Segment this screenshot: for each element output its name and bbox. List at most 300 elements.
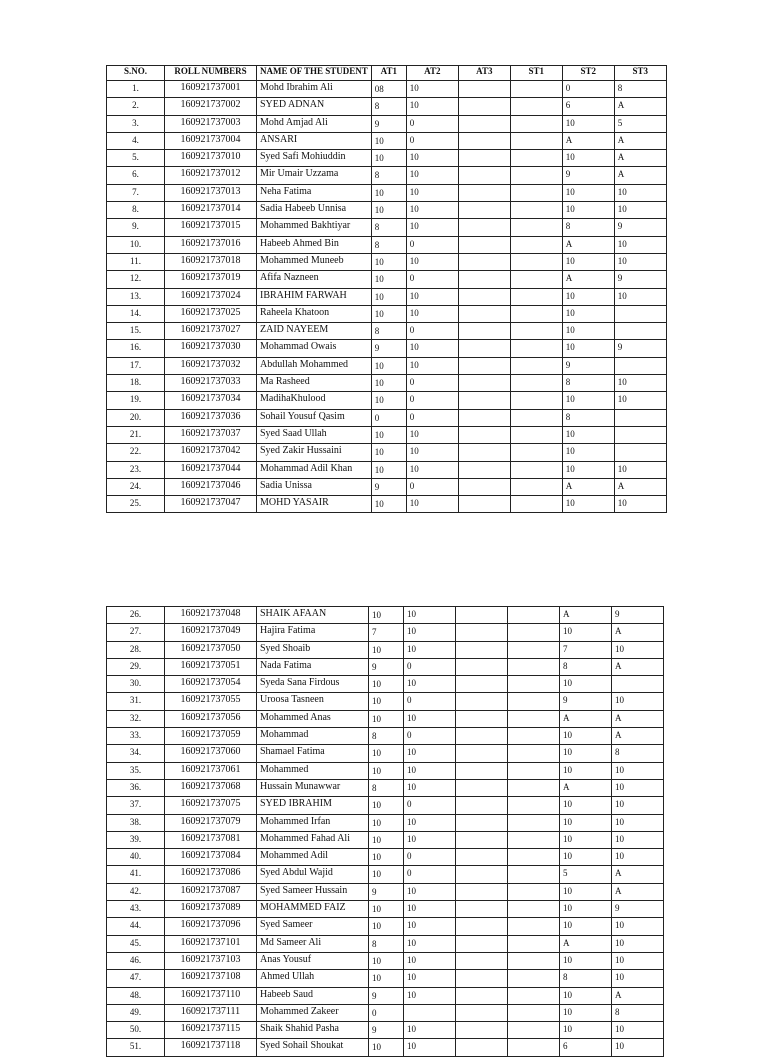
cell-at2: 10 [404,883,456,900]
table-row [107,132,667,149]
cell-sno: 32. [107,710,165,727]
table-row [107,797,664,814]
cell-at3 [458,375,510,392]
cell-at1: 10 [371,444,406,461]
cell-sno: 19. [107,392,165,409]
cell-sno: 33. [107,728,165,745]
cell-at2: 10 [404,1022,456,1039]
cell-student-name: Mohammed Adil [257,849,369,866]
table-row [107,478,667,495]
cell-st1 [508,1004,560,1021]
cell-at3 [456,1004,508,1021]
cell-st1 [510,478,562,495]
cell-at3 [458,409,510,426]
cell-roll-number: 160921737047 [165,496,257,513]
cell-st1 [508,779,560,796]
cell-st3: 5 [614,115,666,132]
cell-st1 [508,883,560,900]
cell-at2: 10 [404,935,456,952]
cell-student-name: Mohammed Fahad Ali [257,831,369,848]
cell-at2: 10 [406,305,458,322]
cell-st1 [508,952,560,969]
cell-st2: A [562,478,614,495]
cell-at3 [456,987,508,1004]
cell-st2: 10 [562,115,614,132]
cell-sno: 20. [107,409,165,426]
cell-at3 [458,253,510,270]
table-row [107,1039,664,1056]
cell-sno: 44. [107,918,165,935]
cell-student-name: Mohd Amjad Ali [257,115,372,132]
cell-at2: 0 [406,478,458,495]
cell-roll-number: 160921737055 [165,693,257,710]
table-row [107,607,664,624]
cell-st3: 10 [612,693,664,710]
cell-st1 [508,607,560,624]
cell-at1: 8 [371,98,406,115]
cell-at1: 0 [371,409,406,426]
cell-roll-number: 160921737079 [165,814,257,831]
cell-at2: 0 [406,409,458,426]
cell-roll-number: 160921737033 [165,375,257,392]
cell-st3 [614,444,666,461]
cell-roll-number: 160921737046 [165,478,257,495]
table-row [107,409,667,426]
cell-student-name: Habeeb Ahmed Bin [257,236,372,253]
cell-roll-number: 160921737049 [165,624,257,641]
cell-st1 [508,676,560,693]
cell-at1: 8 [371,167,406,184]
cell-student-name: Mir Umair Uzzama [257,167,372,184]
table-row [107,375,667,392]
cell-at1: 9 [369,883,404,900]
cell-at3 [458,496,510,513]
cell-st1 [510,115,562,132]
cell-st2: 10 [560,849,612,866]
cell-roll-number: 160921737037 [165,426,257,443]
cell-student-name: Mohammed Muneeb [257,253,372,270]
cell-sno: 14. [107,305,165,322]
cell-at1: 10 [371,496,406,513]
table-row [107,150,667,167]
cell-st1 [508,866,560,883]
cell-roll-number: 160921737016 [165,236,257,253]
cell-st2: 10 [560,676,612,693]
cell-st2: 8 [562,375,614,392]
cell-st2: 8 [562,219,614,236]
cell-roll-number: 160921737042 [165,444,257,461]
cell-st1 [510,132,562,149]
cell-roll-number: 160921737075 [165,797,257,814]
cell-at1: 9 [369,1022,404,1039]
cell-at1: 8 [371,219,406,236]
cell-st1 [510,288,562,305]
cell-student-name: Mohammed Bakhtiyar [257,219,372,236]
table-row [107,762,664,779]
cell-st3 [614,323,666,340]
cell-at3 [458,461,510,478]
cell-roll-number: 160921737108 [165,970,257,987]
cell-st3: 10 [614,461,666,478]
cell-at3 [456,831,508,848]
cell-roll-number: 160921737103 [165,952,257,969]
cell-roll-number: 160921737050 [165,641,257,658]
cell-roll-number: 160921737036 [165,409,257,426]
cell-student-name: Sohail Yousuf Qasim [257,409,372,426]
table-row [107,952,664,969]
cell-sno: 50. [107,1022,165,1039]
cell-st2: 10 [560,952,612,969]
cell-roll-number: 160921737018 [165,253,257,270]
cell-sno: 37. [107,797,165,814]
cell-at3 [456,779,508,796]
cell-st1 [510,375,562,392]
cell-at1: 10 [369,1039,404,1056]
header-st1: ST1 [510,66,562,81]
cell-roll-number: 160921737044 [165,461,257,478]
cell-at2: 10 [404,676,456,693]
cell-student-name: Abdullah Mohammed [257,357,372,374]
cell-at3 [458,271,510,288]
cell-at3 [456,762,508,779]
cell-st3 [614,409,666,426]
cell-at2: 0 [404,866,456,883]
table-row [107,624,664,641]
cell-at3 [458,184,510,201]
cell-student-name: MadihaKhulood [257,392,372,409]
cell-st3: A [614,167,666,184]
cell-student-name: Mohammed Irfan [257,814,369,831]
cell-st1 [510,444,562,461]
cell-sno: 10. [107,236,165,253]
table-row [107,236,667,253]
table-row [107,202,667,219]
cell-at2: 10 [404,970,456,987]
cell-sno: 29. [107,658,165,675]
cell-student-name: Md Sameer Ali [257,935,369,952]
cell-st3 [614,305,666,322]
cell-at3 [458,236,510,253]
cell-sno: 2. [107,98,165,115]
cell-at3 [458,288,510,305]
cell-at3 [456,918,508,935]
cell-st3 [612,676,664,693]
cell-st3: 9 [612,607,664,624]
cell-at2: 10 [406,340,458,357]
cell-st2: 10 [562,305,614,322]
cell-st2: 10 [560,745,612,762]
cell-sno: 47. [107,970,165,987]
cell-st2: 10 [560,883,612,900]
table-row [107,167,667,184]
table-row [107,340,667,357]
cell-at1: 10 [371,392,406,409]
cell-at2: 10 [406,426,458,443]
cell-sno: 28. [107,641,165,658]
cell-roll-number: 160921737030 [165,340,257,357]
cell-st2: 10 [562,461,614,478]
cell-roll-number: 160921737004 [165,132,257,149]
table-row [107,641,664,658]
cell-at3 [458,478,510,495]
cell-sno: 45. [107,935,165,952]
cell-at2: 10 [406,461,458,478]
table-row [107,357,667,374]
cell-student-name: Syed Zakir Hussaini [257,444,372,461]
cell-st3: 10 [612,849,664,866]
table-row [107,496,667,513]
cell-st3: A [612,883,664,900]
cell-st1 [508,1022,560,1039]
cell-roll-number: 160921737061 [165,762,257,779]
cell-st3: A [614,478,666,495]
cell-st2: 10 [560,918,612,935]
cell-at1: 8 [371,323,406,340]
header-student-name: NAME OF THE STUDENT [257,66,372,81]
cell-st1 [510,253,562,270]
cell-st1 [508,970,560,987]
cell-roll-number: 160921737081 [165,831,257,848]
cell-st2: 10 [560,728,612,745]
cell-st1 [510,150,562,167]
cell-st2: 9 [560,693,612,710]
table-row [107,745,664,762]
cell-student-name: Ma Rasheed [257,375,372,392]
cell-sno: 35. [107,762,165,779]
cell-at1: 9 [371,340,406,357]
cell-at3 [458,132,510,149]
table-row [107,81,667,98]
cell-st3: 10 [612,970,664,987]
cell-st2: 8 [562,409,614,426]
cell-sno: 38. [107,814,165,831]
table-row [107,392,667,409]
cell-at2: 10 [406,184,458,201]
cell-at3 [458,444,510,461]
cell-at2: 10 [404,831,456,848]
cell-st2: 6 [562,98,614,115]
table-row [107,710,664,727]
cell-st1 [508,710,560,727]
cell-st3: 10 [612,918,664,935]
header-st2: ST2 [562,66,614,81]
cell-st1 [510,98,562,115]
table-row [107,728,664,745]
cell-at1: 10 [371,253,406,270]
table-row [107,1022,664,1039]
cell-st2: 9 [562,357,614,374]
cell-st1 [510,357,562,374]
cell-at1: 10 [369,710,404,727]
table-row [107,305,667,322]
table-row [107,288,667,305]
cell-at1: 10 [371,375,406,392]
cell-student-name: Nada Fatima [257,658,369,675]
cell-roll-number: 160921737110 [165,987,257,1004]
cell-st3: A [612,658,664,675]
cell-st2: 8 [560,970,612,987]
cell-at2: 10 [404,745,456,762]
cell-st1 [510,219,562,236]
cell-roll-number: 160921737032 [165,357,257,374]
cell-student-name: Mohd Ibrahim Ali [257,81,372,98]
cell-st3: 10 [612,797,664,814]
cell-st2: 8 [560,658,612,675]
cell-st3: 9 [614,219,666,236]
cell-st3: 9 [614,340,666,357]
cell-at2: 10 [404,952,456,969]
cell-at3 [456,641,508,658]
table-row [107,814,664,831]
table-row [107,849,664,866]
cell-st2: A [560,607,612,624]
cell-student-name: Syed Saad Ullah [257,426,372,443]
cell-sno: 43. [107,901,165,918]
cell-st2: 10 [560,901,612,918]
table-row [107,426,667,443]
cell-st3: 10 [612,935,664,952]
cell-at1: 9 [369,658,404,675]
cell-at1: 10 [369,952,404,969]
cell-at3 [458,81,510,98]
cell-student-name: Anas Yousuf [257,952,369,969]
cell-at2: 10 [404,918,456,935]
cell-st3: 10 [614,392,666,409]
cell-at1: 9 [371,115,406,132]
cell-sno: 26. [107,607,165,624]
cell-at3 [458,426,510,443]
cell-roll-number: 160921737034 [165,392,257,409]
cell-student-name: Mohammad Adil Khan [257,461,372,478]
cell-at3 [456,935,508,952]
cell-st3: A [612,624,664,641]
cell-st2: 10 [562,288,614,305]
cell-student-name: Shaik Shahid Pasha [257,1022,369,1039]
cell-at2: 0 [404,849,456,866]
table-row [107,866,664,883]
cell-st2: A [562,236,614,253]
cell-at3 [456,745,508,762]
cell-st2: A [560,710,612,727]
table-row [107,970,664,987]
cell-student-name: MOHD YASAIR [257,496,372,513]
cell-at1: 8 [369,935,404,952]
cell-at2: 0 [406,375,458,392]
cell-at3 [456,693,508,710]
cell-at3 [458,340,510,357]
cell-st3: A [612,728,664,745]
cell-at3 [458,167,510,184]
cell-roll-number: 160921737068 [165,779,257,796]
cell-student-name: Uroosa Tasneen [257,693,369,710]
cell-st2: 10 [562,253,614,270]
cell-at1: 10 [371,184,406,201]
cell-st3: 9 [612,901,664,918]
cell-st1 [510,167,562,184]
cell-at1: 10 [369,762,404,779]
cell-at1: 10 [369,901,404,918]
cell-st2: 9 [562,167,614,184]
table-row [107,1004,664,1021]
cell-at3 [456,849,508,866]
cell-sno: 1. [107,81,165,98]
cell-sno: 34. [107,745,165,762]
cell-student-name: Afifa Nazneen [257,271,372,288]
cell-at2: 10 [406,357,458,374]
cell-st1 [508,624,560,641]
cell-student-name: Hussain Munawwar [257,779,369,796]
cell-roll-number: 160921737084 [165,849,257,866]
cell-at1: 7 [369,624,404,641]
cell-st2: 10 [560,1004,612,1021]
cell-at2: 10 [406,288,458,305]
cell-student-name: Syed Sameer [257,918,369,935]
cell-st3: 10 [612,814,664,831]
cell-at2: 10 [406,496,458,513]
cell-roll-number: 160921737002 [165,98,257,115]
cell-st2: 0 [562,81,614,98]
cell-st2: 10 [560,987,612,1004]
cell-at1: 10 [369,849,404,866]
cell-roll-number: 160921737019 [165,271,257,288]
cell-at1: 10 [369,745,404,762]
cell-at1: 8 [369,728,404,745]
table-row [107,779,664,796]
cell-st3: 10 [612,831,664,848]
cell-st3: 10 [614,202,666,219]
cell-sno: 31. [107,693,165,710]
cell-st2: 10 [562,426,614,443]
cell-st1 [510,409,562,426]
cell-student-name: Sadia Unissa [257,478,372,495]
cell-sno: 6. [107,167,165,184]
cell-st2: 10 [562,150,614,167]
cell-at3 [456,883,508,900]
cell-sno: 22. [107,444,165,461]
cell-st2: 10 [562,444,614,461]
cell-at3 [456,797,508,814]
cell-at1: 8 [369,779,404,796]
cell-st2: 10 [562,202,614,219]
cell-sno: 48. [107,987,165,1004]
table-row [107,444,667,461]
cell-at2: 10 [406,98,458,115]
cell-at2: 10 [406,444,458,461]
cell-st1 [508,987,560,1004]
cell-at2: 0 [406,132,458,149]
cell-roll-number: 160921737086 [165,866,257,883]
cell-at1: 10 [369,607,404,624]
cell-student-name: SHAIK AFAAN [257,607,369,624]
cell-at2: 0 [406,115,458,132]
cell-sno: 24. [107,478,165,495]
cell-st2: A [562,132,614,149]
cell-at1: 9 [371,478,406,495]
cell-st1 [508,797,560,814]
cell-st3: A [612,987,664,1004]
cell-student-name: Hajira Fatima [257,624,369,641]
cell-at2: 10 [404,624,456,641]
cell-at2 [404,1004,456,1021]
cell-roll-number: 160921737013 [165,184,257,201]
cell-at3 [456,866,508,883]
cell-st1 [510,81,562,98]
header-row [107,66,667,81]
cell-at1: 10 [371,271,406,288]
cell-student-name: Shamael Fatima [257,745,369,762]
cell-st2: 10 [560,1022,612,1039]
table-row [107,935,664,952]
